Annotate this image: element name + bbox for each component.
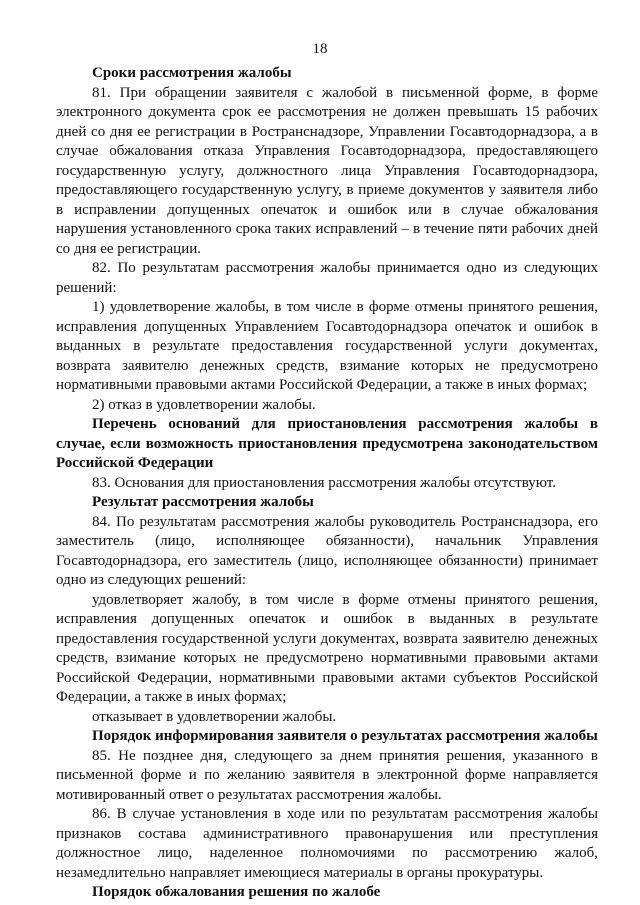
- section-heading: Порядок информирования заявителя о результатах рассмотрения жалобы: [92, 728, 598, 744]
- paragraph-85: 85. Не позднее дня, следующего за днем принятия решения, указанного в письменной форме и по желанию заявителя в электронной форме направляется мотивированный ответ о результатах рассмотрения жалобы.: [56, 747, 598, 803]
- list-item-satisfy: удовлетворяет жалобу, в том числе в форме отмены принятого решения, исправления допущенных опечаток и ошибок в выданных в результате предоставления государственной услуги документах, возврата заявителю денежных средств, взимание которых не предусмотрено нормативными правовыми актами Российской Федерации, нормативными правовыми актами субъектов Российской Федерации, а также в иных формах;: [56, 591, 598, 705]
- list-item-1: 1) удовлетворение жалобы, в том числе в форме отмены принятого решения, исправления допущенных Управлением Госавтодорнадзора опечаток и ошибок в выданных в результате предоставления государственной услуги документах, возврата заявителю денежных средств, взимание которых не предусмотрено нормативными правовыми актами Российской Федерации, а также в иных формах;: [56, 299, 598, 393]
- section-heading: Порядок обжалования решения по жалобе: [92, 884, 381, 900]
- list-item-2: 2) отказ в удовлетворении жалобы.: [92, 396, 316, 413]
- list-item-refuse: отказывает в удовлетворении жалобы.: [92, 708, 337, 725]
- document-body: [56, 64, 598, 903]
- page-number: 18: [312, 41, 328, 57]
- paragraph-86: 86. В случае установления в ходе или по результатам рассмотрения жалобы признаков состава административного правонарушения или преступления должностное лицо, наделенное полномочиями по рассмотрению жалоб, незамедлительно направляет имеющиеся материалы в органы прокуратуры.: [56, 806, 598, 881]
- paragraph-83: 83. Основания для приостановления рассмотрения жалобы отсутствуют.: [92, 474, 556, 491]
- paragraph-82: 82. По результатам рассмотрения жалобы принимается одно из следующих решений:: [56, 260, 598, 296]
- section-heading: Перечень оснований для приостановления рассмотрения жалобы в случае, если возможность приостановления предусмотрена законодательством Российской Федерации: [56, 416, 598, 471]
- paragraph-84: 84. По результатам рассмотрения жалобы руководитель Ространснадзора, его заместитель (лицо, исполняющее обязанности), начальник Управления Госавтодорнадзора, его заместитель (лицо, исполняющее обязанности) принимает одно из следующих решений:: [56, 513, 598, 588]
- section-heading: Результат рассмотрения жалобы: [92, 494, 314, 510]
- paragraph-81: 81. При обращении заявителя с жалобой в письменной форме, в форме электронного документа срок ее рассмотрения не должен превышать 15 рабочих дней со дня ее регистрации в Ространснадзоре, Управлении Госавтодорнадзора, а в случае обжалования отказа Управления Госавтодорнадзора, предоставляющего государственную услугу, должностного лица Управления Госавтодорнадзора, предоставляющего государственную услугу, в приеме документов у заявителя либо в исправлении допущенных опечаток и ошибок или в случае обжалования нарушения установленного срока таких исправлений – в течение пяти рабочих дней со дня ее регистрации.: [56, 84, 598, 257]
- section-heading: Сроки рассмотрения жалобы: [92, 65, 292, 81]
